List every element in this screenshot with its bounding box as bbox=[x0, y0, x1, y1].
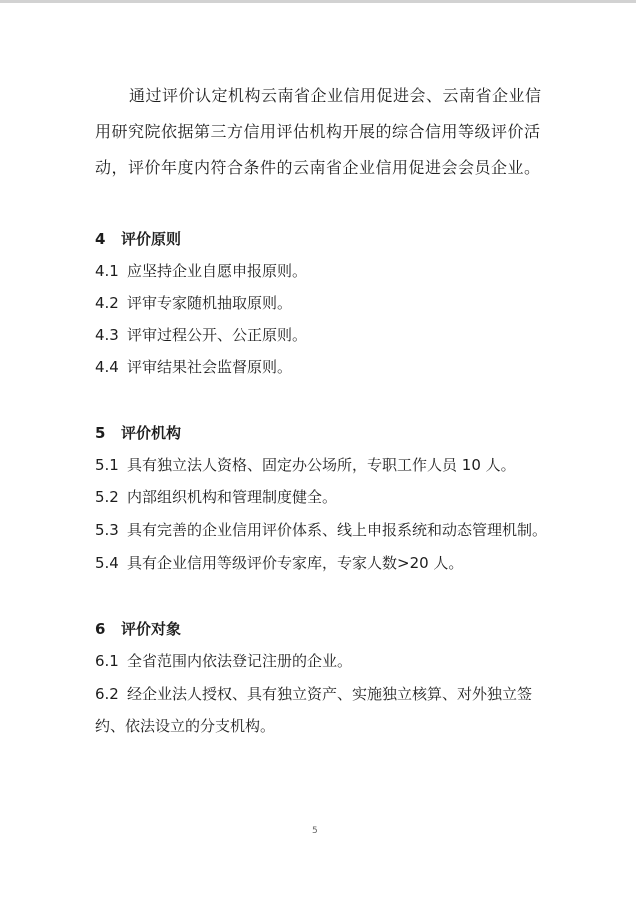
list-item: 6.1 全省范围内依法登记注册的企业。 bbox=[95, 652, 353, 670]
section-heading: 5 评价机构 bbox=[95, 424, 182, 442]
list-item: 4.4 评审结果社会监督原则。 bbox=[95, 358, 293, 376]
intro-paragraph: 通过评价认定机构云南省企业信用促进会、云南省企业信用研究院依据第三方信用评估机构开展的综合信用等级评价活动，评价年度内符合条件的云南省企业信用促进会会员企业。 bbox=[95, 86, 542, 177]
section-4 bbox=[95, 224, 555, 382]
list-item: 5.2 内部组织机构和管理制度健全。 bbox=[95, 488, 338, 506]
list-item: 5.1 具有独立法人资格、固定办公场所，专职工作人员 10 人。 bbox=[95, 456, 516, 474]
section-heading: 6 评价对象 bbox=[95, 620, 182, 638]
list-item: 5.4 具有企业信用等级评价专家库，专家人数>20 人。 bbox=[95, 554, 464, 572]
list-item: 6.2 经企业法人授权、具有独立资产、实施独立核算、对外独立签约、依法设立的分支机构。 bbox=[95, 685, 533, 735]
list-item: 4.3 评审过程公开、公正原则。 bbox=[95, 326, 308, 344]
document-page bbox=[95, 78, 555, 742]
section-heading: 4 评价原则 bbox=[95, 230, 182, 248]
list-item: 5.3 具有完善的企业信用评价体系、线上申报系统和动态管理机制。 bbox=[95, 521, 548, 539]
section-5 bbox=[95, 418, 555, 578]
section-6 bbox=[95, 614, 555, 742]
top-edge-rule bbox=[0, 0, 636, 3]
page-number: 5 bbox=[312, 826, 318, 836]
list-item: 4.1 应坚持企业自愿申报原则。 bbox=[95, 262, 308, 280]
list-item: 4.2 评审专家随机抽取原则。 bbox=[95, 294, 293, 312]
